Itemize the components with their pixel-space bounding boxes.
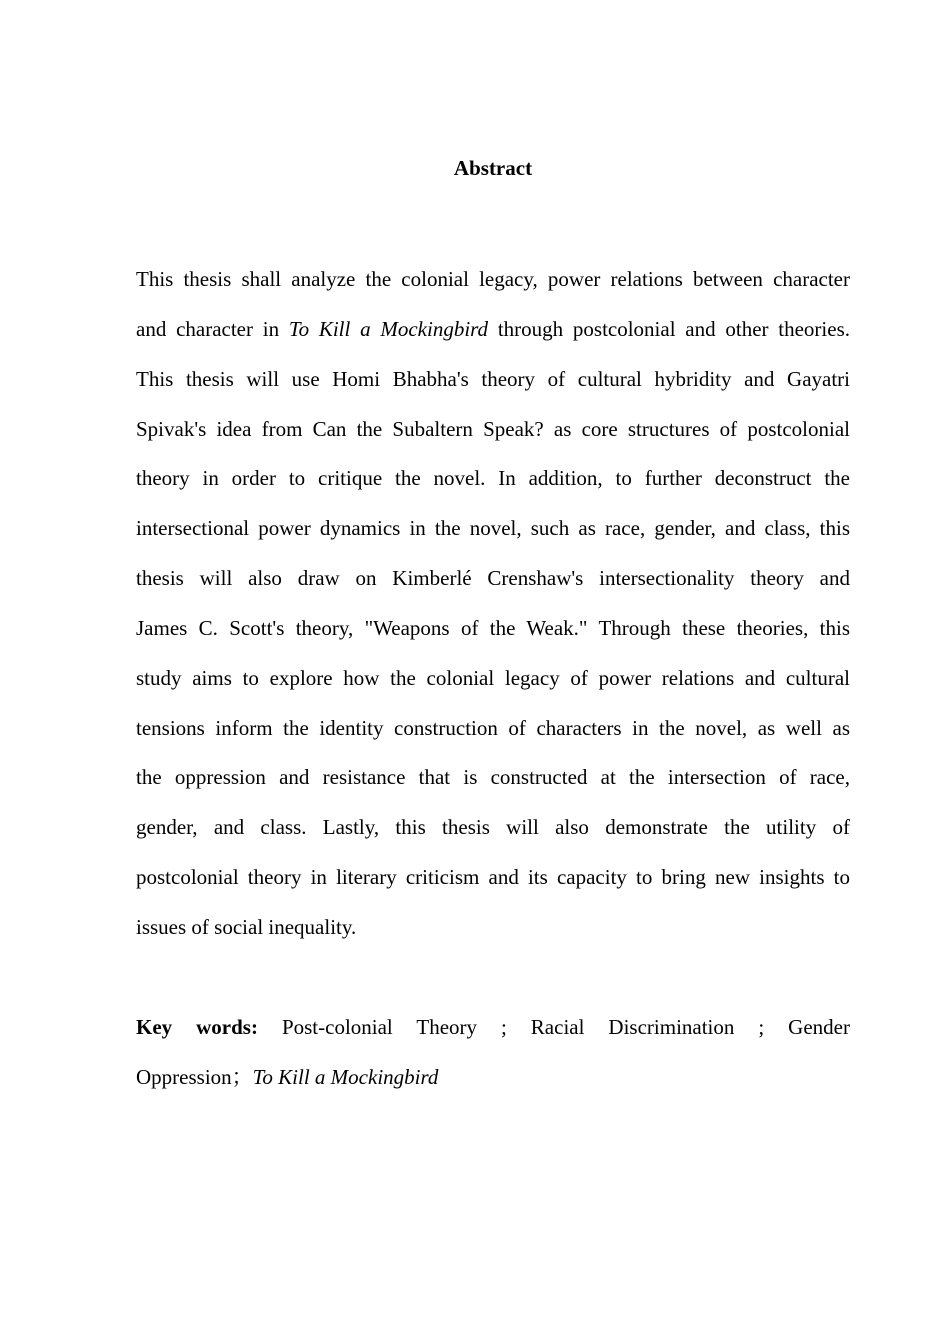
abstract-text: Spivak's idea from Can the Subaltern Speak? as core structures of postcolonial [136,416,850,441]
abstract-line [136,554,850,604]
abstract-line [136,704,850,754]
keywords-line-2 [136,1053,850,1103]
keywords-label: Key words: [136,1015,258,1039]
abstract-text: the oppression and resistance that is constructed at the intersection of race, [136,765,850,790]
abstract-line [136,355,850,405]
abstract-line [136,405,850,455]
abstract-text: thesis will also draw on Kimberlé Crenshaw's intersectionality theory and [136,566,850,591]
abstract-text: theory in order to critique the novel. In addition, to further deconstruct the [136,466,850,491]
abstract-text: This thesis will use Homi Bhabha's theory of cultural hybridity and Gayatri [136,366,850,391]
abstract-text: intersectional power dynamics in the novel, such as race, gender, and class, this [136,516,850,541]
abstract-text: James C. Scott's theory, "Weapons of the Weak." Through these theories, this [136,615,850,640]
abstract-text: This thesis shall analyze the colonial legacy, power relations between character [136,267,850,291]
abstract-text: gender, and class. Lastly, this thesis will also demonstrate the utility of [136,815,850,840]
abstract-line [136,654,850,704]
keywords-novel-title: To Kill a Mockingbird [252,1064,439,1089]
abstract-text: tensions inform the identity construction of characters in the novel, as well as [136,715,850,740]
keywords-section [136,1003,850,1103]
abstract-paragraph [136,255,850,953]
abstract-line [136,305,850,355]
abstract-line [136,753,850,803]
keywords-line-1 [136,1003,850,1053]
abstract-line [136,903,850,953]
abstract-line [136,853,850,903]
abstract-line [136,803,850,853]
abstract-text: through postcolonial and other theories. [488,316,850,341]
novel-title: To Kill a Mockingbird [288,316,489,341]
abstract-line [136,504,850,554]
abstract-text: study aims to explore how the colonial legacy of power relations and cultural [136,665,850,690]
keywords-list-part-1: Post-colonial Theory ; Racial Discrimination ; Gender [257,1015,850,1039]
abstract-text: and character in [136,316,289,341]
abstract-text: issues of social inequality. [136,914,357,939]
keywords-list-part-2: Oppression； [136,1064,253,1089]
abstract-line [136,255,850,305]
abstract-title: Abstract [453,156,533,180]
abstract-line [136,454,850,504]
abstract-text: postcolonial theory in literary criticism and its capacity to bring new insights to [136,865,850,890]
abstract-line [136,604,850,654]
